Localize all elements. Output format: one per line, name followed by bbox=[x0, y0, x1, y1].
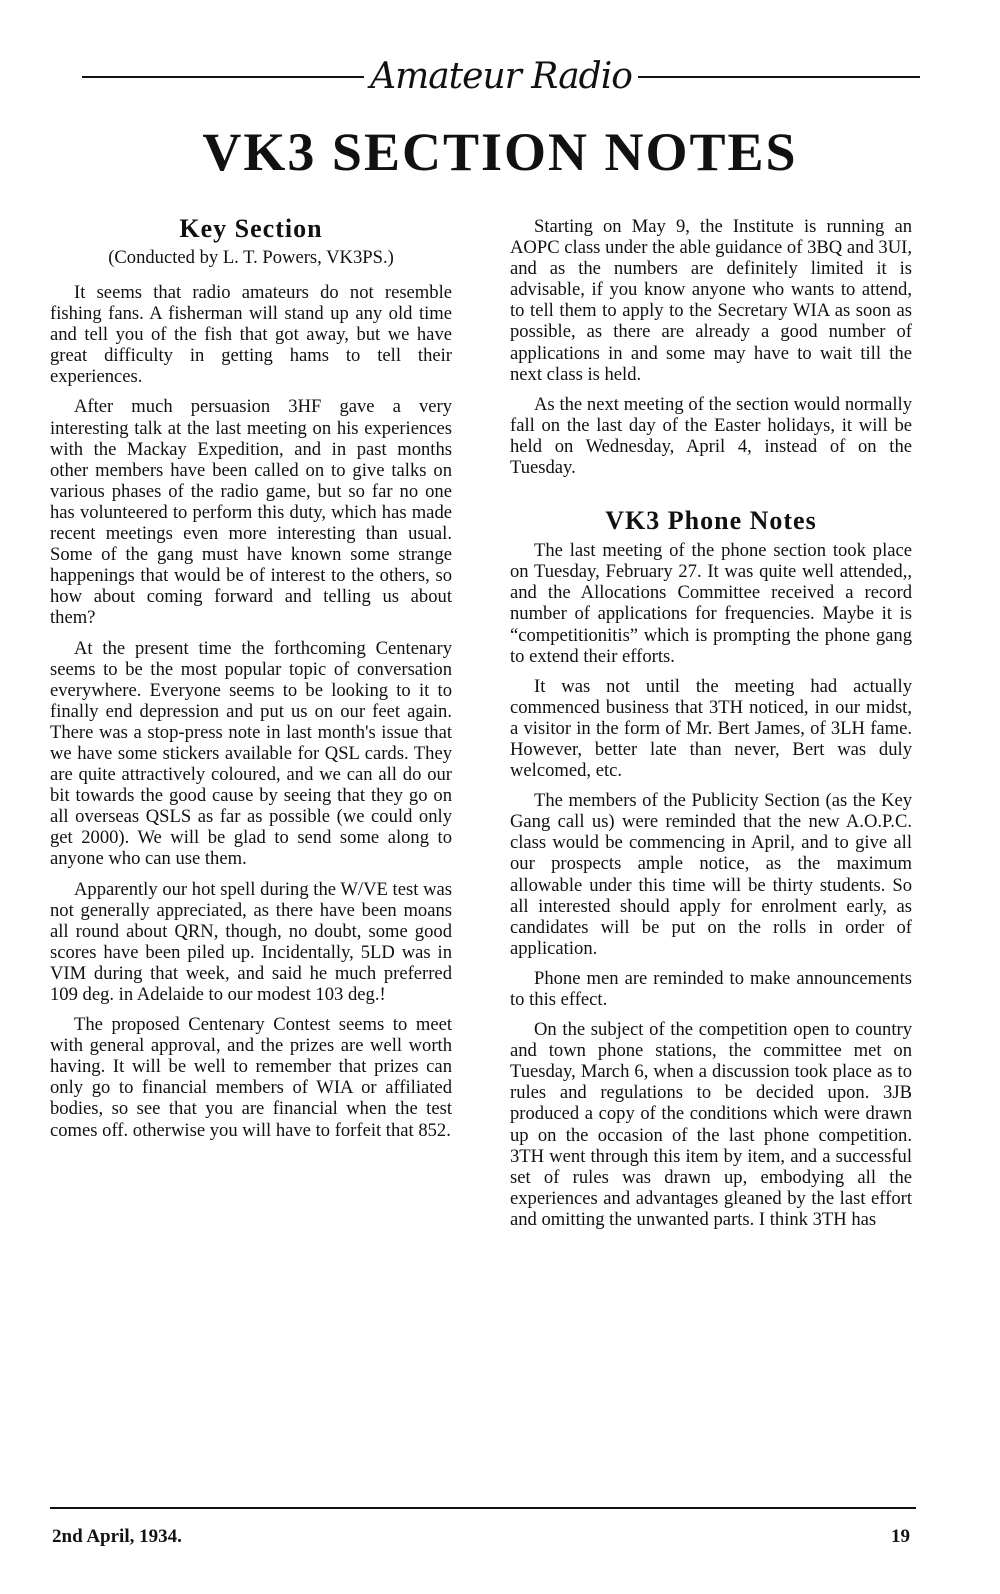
phone-paragraph: On the subject of the competition open to country and town phone stations, the committee met on Tuesday, March 6, when a discussion took place as to rules and regulations to be decided upon. 3JB produced a copy of the conditions which were drawn up on the occasion of the last phone competition. 3TH went through this item by item, and a successful set of rules was drawn up, embodying all the experiences and advantages gleaned by the last effort and omitting the unwanted parts. I think 3TH has bbox=[510, 1019, 912, 1230]
issue-date: 2nd April, 1934. bbox=[52, 1526, 182, 1547]
footer-rule bbox=[50, 1507, 916, 1509]
page-number: 19 bbox=[891, 1526, 910, 1547]
key-paragraph: It seems that radio amateurs do not resemble fishing fans. A fisherman will stand up any old time and tell you of the fish that got away, but we have great difficulty in getting hams to tell their experiences. bbox=[50, 282, 452, 388]
masthead-rule-left bbox=[82, 76, 364, 78]
key-paragraph: Apparently our hot spell during the W/VE test was not generally appreciated, as there have been moans all round about QRN, though, no doubt, some good scores have been piled up. Incidentally, 5LD was in VIM during that week, and said he much preferred 109 deg. in Adelaide to our modest 103 deg.! bbox=[50, 878, 452, 1005]
key-paragraph: The proposed Centenary Contest seems to meet with general approval, and the prizes are well worth having. It will be well to remember that prizes can only go to financial members of WIA or affiliated bodies, so see that you are financial when the test comes off. otherwise you will have to forfeit that 852. bbox=[50, 1014, 452, 1141]
masthead bbox=[82, 56, 920, 98]
right-column bbox=[510, 216, 912, 1239]
phone-notes-heading: VK3 Phone Notes bbox=[605, 506, 817, 536]
key-section-byline: (Conducted by L. T. Powers, VK3PS.) bbox=[108, 247, 394, 268]
key-paragraph: At the present time the forthcoming Centenary seems to be the most popular topic of conversation everywhere. Everyone seems to be looking to it to finally end depression and put us on our feet again. There was a stop-press note in last month's issue that we have some stickers available for QSL cards. They are quite attractively coloured, and we can all do our bit towards the good cause by seeing that they go on all overseas QSLS as far as possible (we could only get 2000). We will be glad to send some along to anyone who can use them. bbox=[50, 637, 452, 870]
phone-paragraph: It was not until the meeting had actually commenced business that 3TH noticed, in our midst, a visitor in the form of Mr. Bert James, of 3LH fame. However, better late than never, Bert was duly welcomed, etc. bbox=[510, 675, 912, 782]
intro-paragraph: Starting on May 9, the Institute is running an AOPC class under the able guidance of 3BQ and 3UI, and as the numbers are definitely limited it is advisable, if you know anyone who wants to attend, to tell them to apply to the Secretary WIA as soon as possible, as there are already a good number of applications in and some may have to wait till the next class is held. bbox=[510, 216, 912, 385]
phone-paragraph: The last meeting of the phone section took place on Tuesday, February 27. It was quite well attended,, and the Allocations Committee received a record number of applications for frequencies. Maybe it is “competitionitis” which is prompting the phone gang to extend their efforts. bbox=[510, 540, 912, 667]
phone-paragraph: Phone men are reminded to make announcements to this effect. bbox=[510, 967, 912, 1010]
intro-paragraph: As the next meeting of the section would normally fall on the last day of the Easter holidays, it will be held on Wednesday, April 4, instead of on the Tuesday. bbox=[510, 393, 912, 479]
left-column bbox=[50, 212, 452, 1150]
key-paragraph: After much persuasion 3HF gave a very interesting talk at the last meeting on his experiences with the Mackay Expedition, and in past months other members have been called on to give talks on various phases of the radio game, but so far no one has volunteered to perform this duty, which has made recent meetings even more interesting than usual. Some of the gang must have known some strange happenings that would be of interest to the others, so how about coming forward and telling us about them? bbox=[50, 396, 452, 629]
masthead-rule-right bbox=[638, 76, 920, 78]
masthead-logo: Amateur Radio bbox=[370, 56, 632, 97]
page-title: VK3 SECTION NOTES bbox=[202, 122, 798, 182]
phone-paragraph: The members of the Publicity Section (as the Key Gang call us) were reminded that the new A.O.P.C. class would be commencing in April, and to give all our prospects ample notice, as the maximum allowable under this time will be thirty students. So all interested should apply for enrolment early, as candidates will be put on the rolls in order of application. bbox=[510, 790, 912, 959]
key-section-heading: Key Section bbox=[179, 214, 323, 243]
